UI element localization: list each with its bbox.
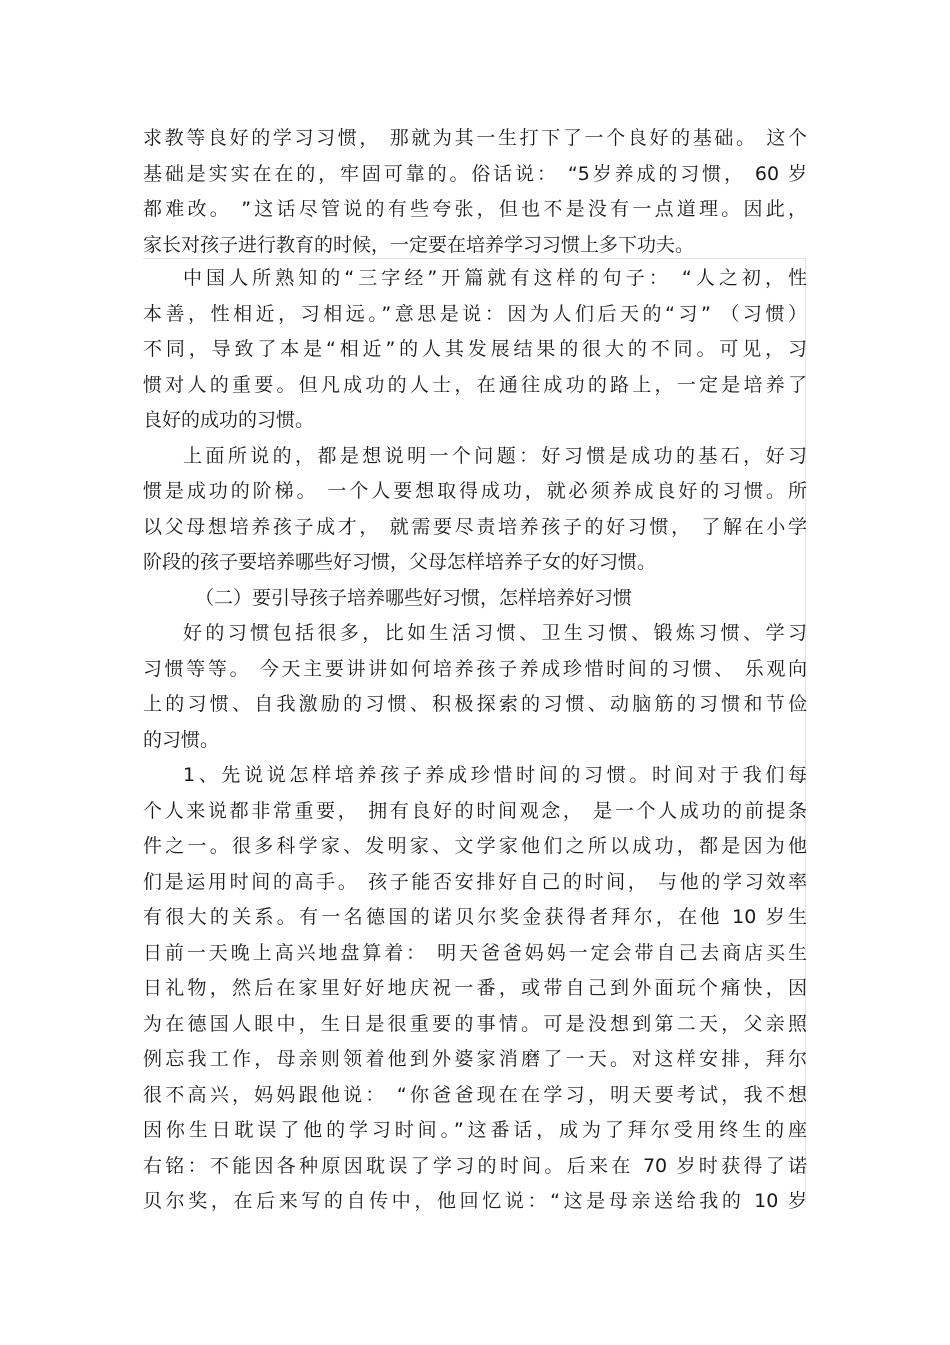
text-line: 良好的成功的习惯。 [143,409,315,431]
text-line: 因你生日耽误了他的学习时间。”这番话，成为了拜尔受用终生的座 [143,1119,807,1141]
text-line: 本善，性相近，习相远。”意思是说：因为人们后天的“习” （习惯） [143,302,807,325]
text-line: 贝尔奖，在后来写的自传中，他回忆说：“这是母亲送给我的 10 岁 [143,1190,807,1212]
text-line: 基础是实实在在的，牢固可靠的。俗话说： “5岁养成的习惯， 60 岁 [143,162,807,185]
text-line: 例忘我工作，母亲则领着他到外婆家消磨了一天。对这样安排，拜尔 [143,1048,807,1070]
text-line: 上面所说的，都是想说明一个问题：好习惯是成功的基石，好习 [183,444,807,467]
text-line: 日前一天晚上高兴地盘算着： 明天爸爸妈妈一定会带自己去商店买生 [143,941,807,964]
section-heading: （二）要引导孩子培养哪些好习惯，怎样培养好习惯 [195,586,633,609]
text-line: 中国人所熟知的“三字经”开篇就有这样的句子： “人之初，性 [183,267,807,289]
text-line: 家长对孩子进行教育的时候，一定要在培养学习习惯上多下功夫。 [143,233,695,256]
text-line: 阶段的孩子要培养哪些好习惯，父母怎样培养子女的好习惯。 [143,551,657,573]
text-line: 件之一。很多科学家、发明家、文学家他们之所以成功，都是因为他 [143,835,807,857]
text-line: 日礼物，然后在家里好好地庆祝一番，或带自己到外面玩个痛快，因 [143,977,807,999]
body-text [143,261,807,1220]
text-line: 习惯等等。 今天主要讲讲如何培养孩子养成珍惜时间的习惯、 乐观向 [143,657,807,680]
text-line: 们是运用时间的高手。 孩子能否安排好自己的时间， 与他的学习效率 [143,870,807,893]
intro-paragraph [143,121,807,263]
text-line: 上的习惯、自我激励的习惯、积极探索的习惯、动脑筋的习惯和节俭 [143,693,807,715]
text-line: 很不高兴，妈妈跟他说： “你爸爸现在在学习，明天要考试，我不想 [143,1083,807,1106]
text-line: 以父母想培养孩子成才， 就需要尽责培养孩子的好习惯， 了解在小学 [143,515,807,538]
text-line: 个人来说都非常重要， 拥有良好的时间观念， 是一个人成功的前提条 [143,799,807,822]
text-line: 惯对人的重要。但凡成功的人士，在通往成功的路上，一定是培养了 [143,373,807,396]
text-line: 好的习惯包括很多，比如生活习惯、卫生习惯、锻炼习惯、学习 [183,622,807,644]
text-line: 求教等良好的学习习惯， 那就为其一生打下了一个良好的基础。 这个 [143,127,807,149]
text-line: 为在德国人眼中，生日是很重要的事情。可是没想到第二天，父亲照 [143,1012,807,1035]
text-line: 惯是成功的阶梯。 一个人要想取得成功，就必须养成良好的习惯。所 [143,480,807,502]
text-line: 都难改。 ”这话尽管说的有些夸张，但也不是没有一点道理。因此， [143,198,807,220]
text-line: 的习惯。 [143,728,220,751]
text-line: 1、先说说怎样培养孩子养成珍惜时间的习惯。时间对于我们每 [183,764,807,786]
text-line: 不同，导致了本是“相近”的人其发展结果的很大的不同。可见，习 [143,338,807,360]
text-line: 有很大的关系。有一名德国的诺贝尔奖金获得者拜尔，在他 10 岁生 [143,906,807,928]
text-line: 右铭：不能因各种原因耽误了学习的时间。后来在 70 岁时获得了诺 [143,1154,807,1177]
